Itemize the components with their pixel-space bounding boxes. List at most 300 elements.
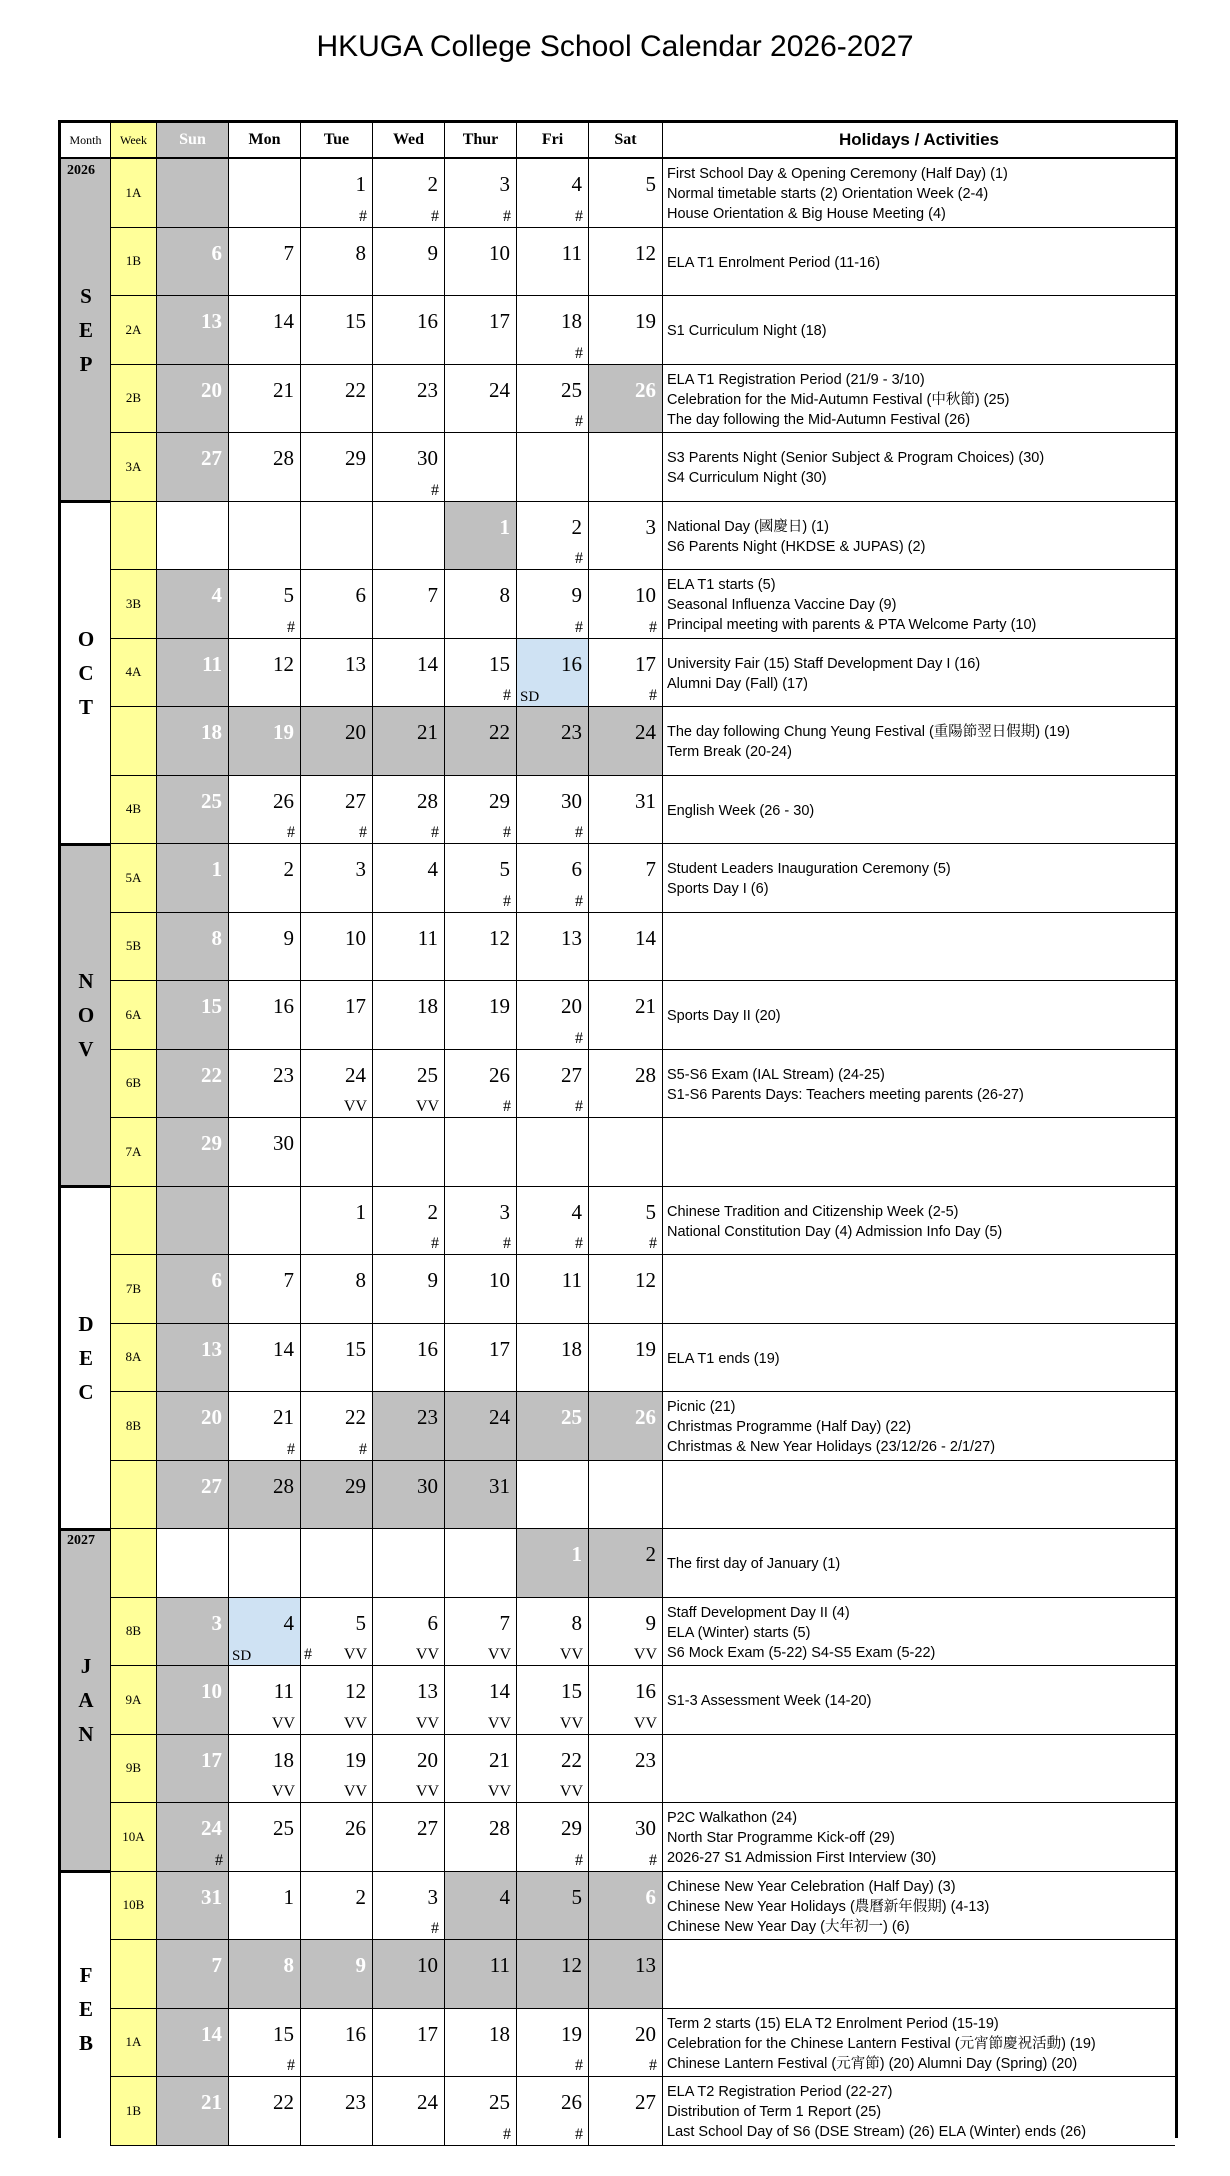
hash-mark: # [503, 1235, 511, 1252]
day-cell [589, 1255, 663, 1324]
day-cell [157, 1050, 229, 1119]
day-cell [157, 1529, 229, 1598]
day-cell [157, 433, 229, 502]
day-number: 12 [635, 240, 656, 265]
day-cell [445, 707, 517, 776]
week-cell: 1B [111, 228, 157, 297]
activity-line: Christmas & New Year Holidays (23/12/26 - 2/1/27) [667, 1439, 996, 1456]
day-number: 15 [489, 651, 510, 676]
day-cell [373, 639, 445, 708]
hash-mark: # [431, 824, 439, 841]
day-cell [157, 2009, 229, 2078]
activities-cell [663, 844, 1175, 913]
day-cell [229, 1118, 301, 1187]
day-number: 28 [273, 1473, 294, 1498]
day-number: 21 [417, 720, 438, 744]
day-cell [229, 1255, 301, 1324]
day-cell [229, 433, 301, 502]
day-cell [517, 707, 589, 776]
activity-line: Alumni Day (Fall) (17) [667, 675, 808, 692]
day-number: 8 [355, 1268, 366, 1292]
week-cell: 8B [111, 1392, 157, 1461]
day-cell [445, 1529, 517, 1598]
week-cell: 4B [111, 776, 157, 845]
activities-cell [663, 570, 1175, 639]
day-number: 1 [283, 1884, 294, 1909]
day-cell [301, 365, 373, 434]
day-cell [373, 1392, 445, 1461]
day-cell [589, 502, 663, 571]
vv-mark: VV [415, 1646, 439, 1663]
day-number: 11 [202, 651, 222, 676]
day-cell [229, 1735, 301, 1804]
week-cell: 3A [111, 433, 157, 502]
day-cell [517, 502, 589, 571]
day-number: 2 [283, 857, 294, 881]
day-cell [373, 365, 445, 434]
day-cell [157, 707, 229, 776]
day-cell [517, 1598, 589, 1667]
day-cell [517, 1940, 589, 2009]
day-number: 28 [273, 446, 294, 470]
day-number: 17 [345, 994, 366, 1018]
day-cell [373, 1872, 445, 1941]
day-number: 29 [489, 788, 510, 813]
day-cell [517, 1050, 589, 1119]
day-cell [301, 433, 373, 502]
month-column-jan [61, 1529, 111, 1872]
activity-line: Christmas Programme (Half Day) (22) [667, 1419, 912, 1436]
day-cell [517, 2009, 589, 2078]
day-cell [229, 159, 301, 228]
day-cell [373, 433, 445, 502]
hash-mark: # [431, 207, 439, 225]
day-cell [301, 1529, 373, 1598]
activities-cell [663, 1461, 1175, 1530]
day-cell [445, 639, 517, 708]
day-number: 9 [645, 1610, 656, 1635]
day-cell [157, 913, 229, 982]
day-cell [589, 1872, 663, 1941]
day-cell [157, 1187, 229, 1256]
hash-mark: # [287, 618, 295, 636]
day-cell [445, 296, 517, 365]
day-number: 18 [417, 994, 438, 1018]
activities-cell [663, 1324, 1175, 1393]
day-cell [229, 228, 301, 297]
hash-mark: # [575, 550, 583, 567]
day-number: 17 [417, 2021, 438, 2046]
day-cell [517, 2077, 589, 2146]
day-number: 20 [417, 1747, 438, 1772]
day-number: 3 [355, 857, 366, 881]
activity-line: Term 2 starts (15) ELA T2 Enrolment Period (15-19) [667, 2015, 999, 2032]
day-cell [589, 2009, 663, 2078]
day-cell [301, 1324, 373, 1393]
day-cell [445, 1940, 517, 2009]
day-number: 23 [345, 2090, 366, 2114]
day-cell [373, 296, 445, 365]
day-cell [445, 1050, 517, 1119]
day-cell [373, 570, 445, 639]
day-cell [157, 502, 229, 571]
day-number: 14 [489, 1679, 510, 1703]
day-number: 19 [635, 309, 656, 333]
day-cell [157, 570, 229, 639]
day-number: 18 [273, 1747, 294, 1772]
activities-cell [663, 228, 1175, 297]
day-number: 24 [489, 377, 510, 402]
activity-line: Chinese New Year Celebration (Half Day) (3) [667, 1878, 956, 1895]
day-cell [157, 365, 229, 434]
day-number: 11 [273, 1679, 294, 1703]
activities-cell [663, 433, 1175, 502]
day-number: 2 [427, 172, 438, 196]
day-number: 8 [571, 1610, 582, 1635]
day-cell [229, 570, 301, 639]
day-number: 18 [489, 2021, 510, 2046]
day-number: 22 [273, 2090, 294, 2114]
day-number: 10 [489, 1268, 510, 1292]
day-number: 21 [489, 1747, 510, 1772]
day-cell [157, 1735, 229, 1804]
header-8: Fri [517, 123, 589, 159]
day-number: 29 [345, 446, 366, 470]
day-cell [373, 2077, 445, 2146]
day-number: 26 [273, 788, 294, 813]
day-number: 17 [201, 1747, 222, 1772]
hash-mark: # [503, 207, 511, 225]
day-cell [301, 2077, 373, 2146]
day-cell [445, 1118, 517, 1187]
week-cell: 1B [111, 2077, 157, 2146]
day-number: 12 [635, 1268, 656, 1292]
day-number: 31 [635, 788, 656, 813]
hash-mark: # [649, 1851, 657, 1869]
week-cell: 10A [111, 1803, 157, 1872]
activities-cell [663, 1392, 1175, 1461]
day-number: 28 [417, 788, 438, 813]
day-cell [589, 228, 663, 297]
day-cell [157, 1666, 229, 1735]
day-number: 21 [273, 1405, 294, 1429]
day-number: 4 [571, 1199, 582, 1224]
day-cell [373, 502, 445, 571]
day-cell [301, 707, 373, 776]
month-column-sep [61, 159, 111, 502]
day-number: 13 [561, 925, 582, 950]
hash-mark: # [575, 618, 583, 636]
day-cell [445, 1598, 517, 1667]
day-number: 23 [635, 1747, 656, 1772]
day-cell [157, 1118, 229, 1187]
activities-cell [663, 1050, 1175, 1119]
week-cell [111, 1529, 157, 1598]
page-title: HKUGA College School Calendar 2026-2027 [316, 30, 914, 63]
day-cell [157, 1803, 229, 1872]
day-cell [301, 913, 373, 982]
day-cell [229, 2009, 301, 2078]
day-cell [229, 707, 301, 776]
day-cell [517, 981, 589, 1050]
day-number: 10 [417, 1953, 438, 1977]
day-number: 1 [355, 172, 366, 196]
day-cell [589, 1324, 663, 1393]
day-cell [229, 502, 301, 571]
day-cell [301, 159, 373, 228]
year-label: 2026 [67, 163, 95, 178]
vv-mark: VV [343, 1646, 367, 1663]
day-number: 27 [201, 446, 222, 470]
day-cell [373, 159, 445, 228]
activity-line: Normal timetable starts (2) Orientation Week (2-4) [667, 186, 989, 203]
week-cell [111, 502, 157, 571]
day-number: 14 [273, 309, 294, 333]
day-number: 19 [561, 2021, 582, 2046]
week-cell: 6B [111, 1050, 157, 1119]
day-number: 25 [273, 1816, 294, 1840]
day-number: 4 [571, 172, 582, 196]
day-number: 12 [345, 1679, 366, 1703]
day-number: 28 [635, 1062, 656, 1087]
vv-mark: VV [487, 1646, 511, 1663]
day-number: 20 [345, 720, 366, 744]
day-cell [373, 844, 445, 913]
activity-line: Chinese New Year Day (大年初一) (6) [667, 1918, 910, 1935]
day-cell [373, 1050, 445, 1119]
activity-line: Principal meeting with parents & PTA Welcome Party (10) [667, 617, 1037, 634]
day-number: 21 [635, 994, 656, 1018]
day-cell [373, 1598, 445, 1667]
day-cell [445, 776, 517, 845]
day-cell [157, 1940, 229, 2009]
day-cell [157, 776, 229, 845]
header-7: Thur [445, 123, 517, 159]
activity-line: Celebration for the Mid-Autumn Festival (中秋節) (25) [667, 391, 1010, 408]
vv-mark: VV [343, 1098, 367, 1115]
week-cell: 7B [111, 1255, 157, 1324]
activities-cell [663, 639, 1175, 708]
day-cell [229, 1803, 301, 1872]
day-cell [229, 1666, 301, 1735]
activity-line: First School Day & Opening Ceremony (Half Day) (1) [667, 166, 1008, 183]
activity-line: S1 Curriculum Night (18) [667, 323, 827, 340]
day-cell [157, 1461, 229, 1530]
hash-mark: # [575, 207, 583, 225]
day-number: 16 [345, 2021, 366, 2046]
day-number: 15 [345, 309, 366, 333]
day-cell [589, 2077, 663, 2146]
vv-mark: VV [487, 1714, 511, 1732]
day-cell [589, 981, 663, 1050]
activity-line: S6 Mock Exam (5-22) S4-S5 Exam (5-22) [667, 1644, 936, 1661]
day-cell [589, 1118, 663, 1187]
day-cell [373, 1666, 445, 1735]
day-cell [517, 1392, 589, 1461]
hash-mark: # [359, 1440, 367, 1458]
day-cell [229, 913, 301, 982]
vv-mark: VV [415, 1098, 439, 1115]
day-number: 7 [283, 1268, 294, 1292]
day-number: 6 [211, 1268, 222, 1292]
activities-cell [663, 365, 1175, 434]
hash-mark: # [287, 824, 295, 841]
day-cell [157, 228, 229, 297]
day-number: 28 [489, 1816, 510, 1840]
day-cell [157, 296, 229, 365]
week-cell: 9A [111, 1666, 157, 1735]
activities-cell [663, 2009, 1175, 2078]
day-number: 9 [355, 1953, 366, 1977]
activity-line: ELA T1 starts (5) [667, 577, 776, 594]
hash-mark: # [215, 1851, 223, 1869]
day-number: 13 [345, 651, 366, 676]
day-cell [373, 2009, 445, 2078]
day-number: 25 [561, 377, 582, 402]
day-number: 3 [499, 172, 510, 196]
day-cell [157, 1324, 229, 1393]
day-cell [157, 1255, 229, 1324]
day-cell [229, 365, 301, 434]
day-number: 20 [201, 1405, 222, 1429]
month-label-oct: O C T [77, 626, 95, 719]
week-cell [111, 1461, 157, 1530]
day-cell [373, 1803, 445, 1872]
month-column-feb [61, 1872, 111, 2146]
day-cell [157, 1598, 229, 1667]
day-number: 2 [645, 1542, 656, 1566]
day-number: 4 [427, 857, 438, 881]
day-cell [589, 844, 663, 913]
month-column-nov [61, 844, 111, 1187]
hash-mark: # [503, 687, 511, 704]
day-number: 14 [417, 651, 438, 676]
day-number: 16 [635, 1679, 656, 1703]
day-number: 2 [571, 514, 582, 539]
day-cell [373, 1735, 445, 1804]
day-number: 5 [499, 857, 510, 881]
activity-line: S6 Parents Night (HKDSE & JUPAS) (2) [667, 538, 926, 555]
day-number: 25 [417, 1062, 438, 1087]
day-number: 27 [635, 2090, 656, 2114]
activity-line: North Star Programme Kick-off (29) [667, 1830, 895, 1847]
day-number: 8 [283, 1953, 294, 1977]
activity-line: House Orientation & Big House Meeting (4) [667, 206, 946, 223]
year-label: 2027 [67, 1533, 95, 1548]
day-number: 18 [201, 720, 222, 744]
day-number: 15 [561, 1679, 582, 1703]
day-cell [229, 296, 301, 365]
day-cell [589, 1940, 663, 2009]
activity-line: National Constitution Day (4) Admission Info Day (5) [667, 1223, 1003, 1240]
month-label-dec: D E C [78, 1311, 94, 1404]
day-cell [301, 1050, 373, 1119]
activity-line: ELA T1 Enrolment Period (11-16) [667, 254, 881, 271]
day-cell [517, 1529, 589, 1598]
day-cell [589, 639, 663, 708]
day-cell [589, 570, 663, 639]
activities-cell [663, 502, 1175, 571]
day-number: 30 [273, 1131, 294, 1155]
week-cell: 1A [111, 2009, 157, 2078]
day-number: 30 [417, 446, 438, 470]
week-cell [111, 1187, 157, 1256]
week-cell: 1A [111, 159, 157, 228]
day-cell [517, 1666, 589, 1735]
day-cell [229, 639, 301, 708]
vv-mark: VV [343, 1783, 367, 1800]
activity-line: S1-S6 Parents Days: Teachers meeting parents (26-27) [667, 1086, 1024, 1103]
day-cell [157, 981, 229, 1050]
day-number: 11 [489, 1953, 510, 1977]
staff-development-mark: SD [232, 1648, 252, 1664]
day-number: 5 [645, 1199, 656, 1224]
activity-line: The first day of January (1) [667, 1556, 841, 1573]
day-number: 1 [499, 514, 510, 539]
day-number: 4 [499, 1884, 510, 1909]
day-cell [445, 570, 517, 639]
activity-line: University Fair (15) Staff Development Day I (16) [667, 655, 981, 672]
day-number: 1 [571, 1542, 582, 1566]
activities-cell [663, 1187, 1175, 1256]
day-cell [517, 296, 589, 365]
day-cell [301, 1666, 373, 1735]
day-cell [517, 1187, 589, 1256]
day-cell [301, 228, 373, 297]
day-number: 9 [283, 925, 294, 950]
day-cell [301, 570, 373, 639]
day-number: 21 [273, 377, 294, 402]
header-6: Wed [373, 123, 445, 159]
vv-mark: VV [415, 1714, 439, 1732]
day-cell [229, 844, 301, 913]
day-cell [445, 1872, 517, 1941]
day-cell [445, 365, 517, 434]
vv-mark: VV [559, 1646, 583, 1663]
day-cell [229, 1187, 301, 1256]
day-cell [373, 1187, 445, 1256]
day-cell [517, 1255, 589, 1324]
activity-line: English Week (26 - 30) [667, 802, 815, 819]
hash-mark: # [359, 207, 367, 225]
day-number: 6 [571, 857, 582, 881]
day-cell [445, 1187, 517, 1256]
day-cell [517, 1461, 589, 1530]
hash-mark: # [575, 1029, 583, 1047]
day-number: 23 [417, 377, 438, 402]
day-cell [373, 1255, 445, 1324]
hash-mark: # [575, 892, 583, 910]
day-number: 22 [561, 1747, 582, 1772]
activity-line: Chinese New Year Holidays (農曆新年假期) (4-13) [667, 1898, 990, 1915]
day-number: 14 [201, 2021, 222, 2046]
day-cell [589, 1529, 663, 1598]
day-cell [373, 1118, 445, 1187]
day-number: 15 [273, 2021, 294, 2046]
hash-mark: # [649, 1235, 657, 1252]
week-cell: 10B [111, 1872, 157, 1941]
day-cell [373, 1529, 445, 1598]
day-number: 13 [417, 1679, 438, 1703]
day-cell [229, 1392, 301, 1461]
day-number: 11 [561, 240, 582, 265]
day-number: 23 [273, 1062, 294, 1087]
day-cell [157, 844, 229, 913]
hash-mark: # [575, 1098, 583, 1115]
day-cell [589, 159, 663, 228]
day-cell [157, 1872, 229, 1941]
day-cell [589, 1461, 663, 1530]
